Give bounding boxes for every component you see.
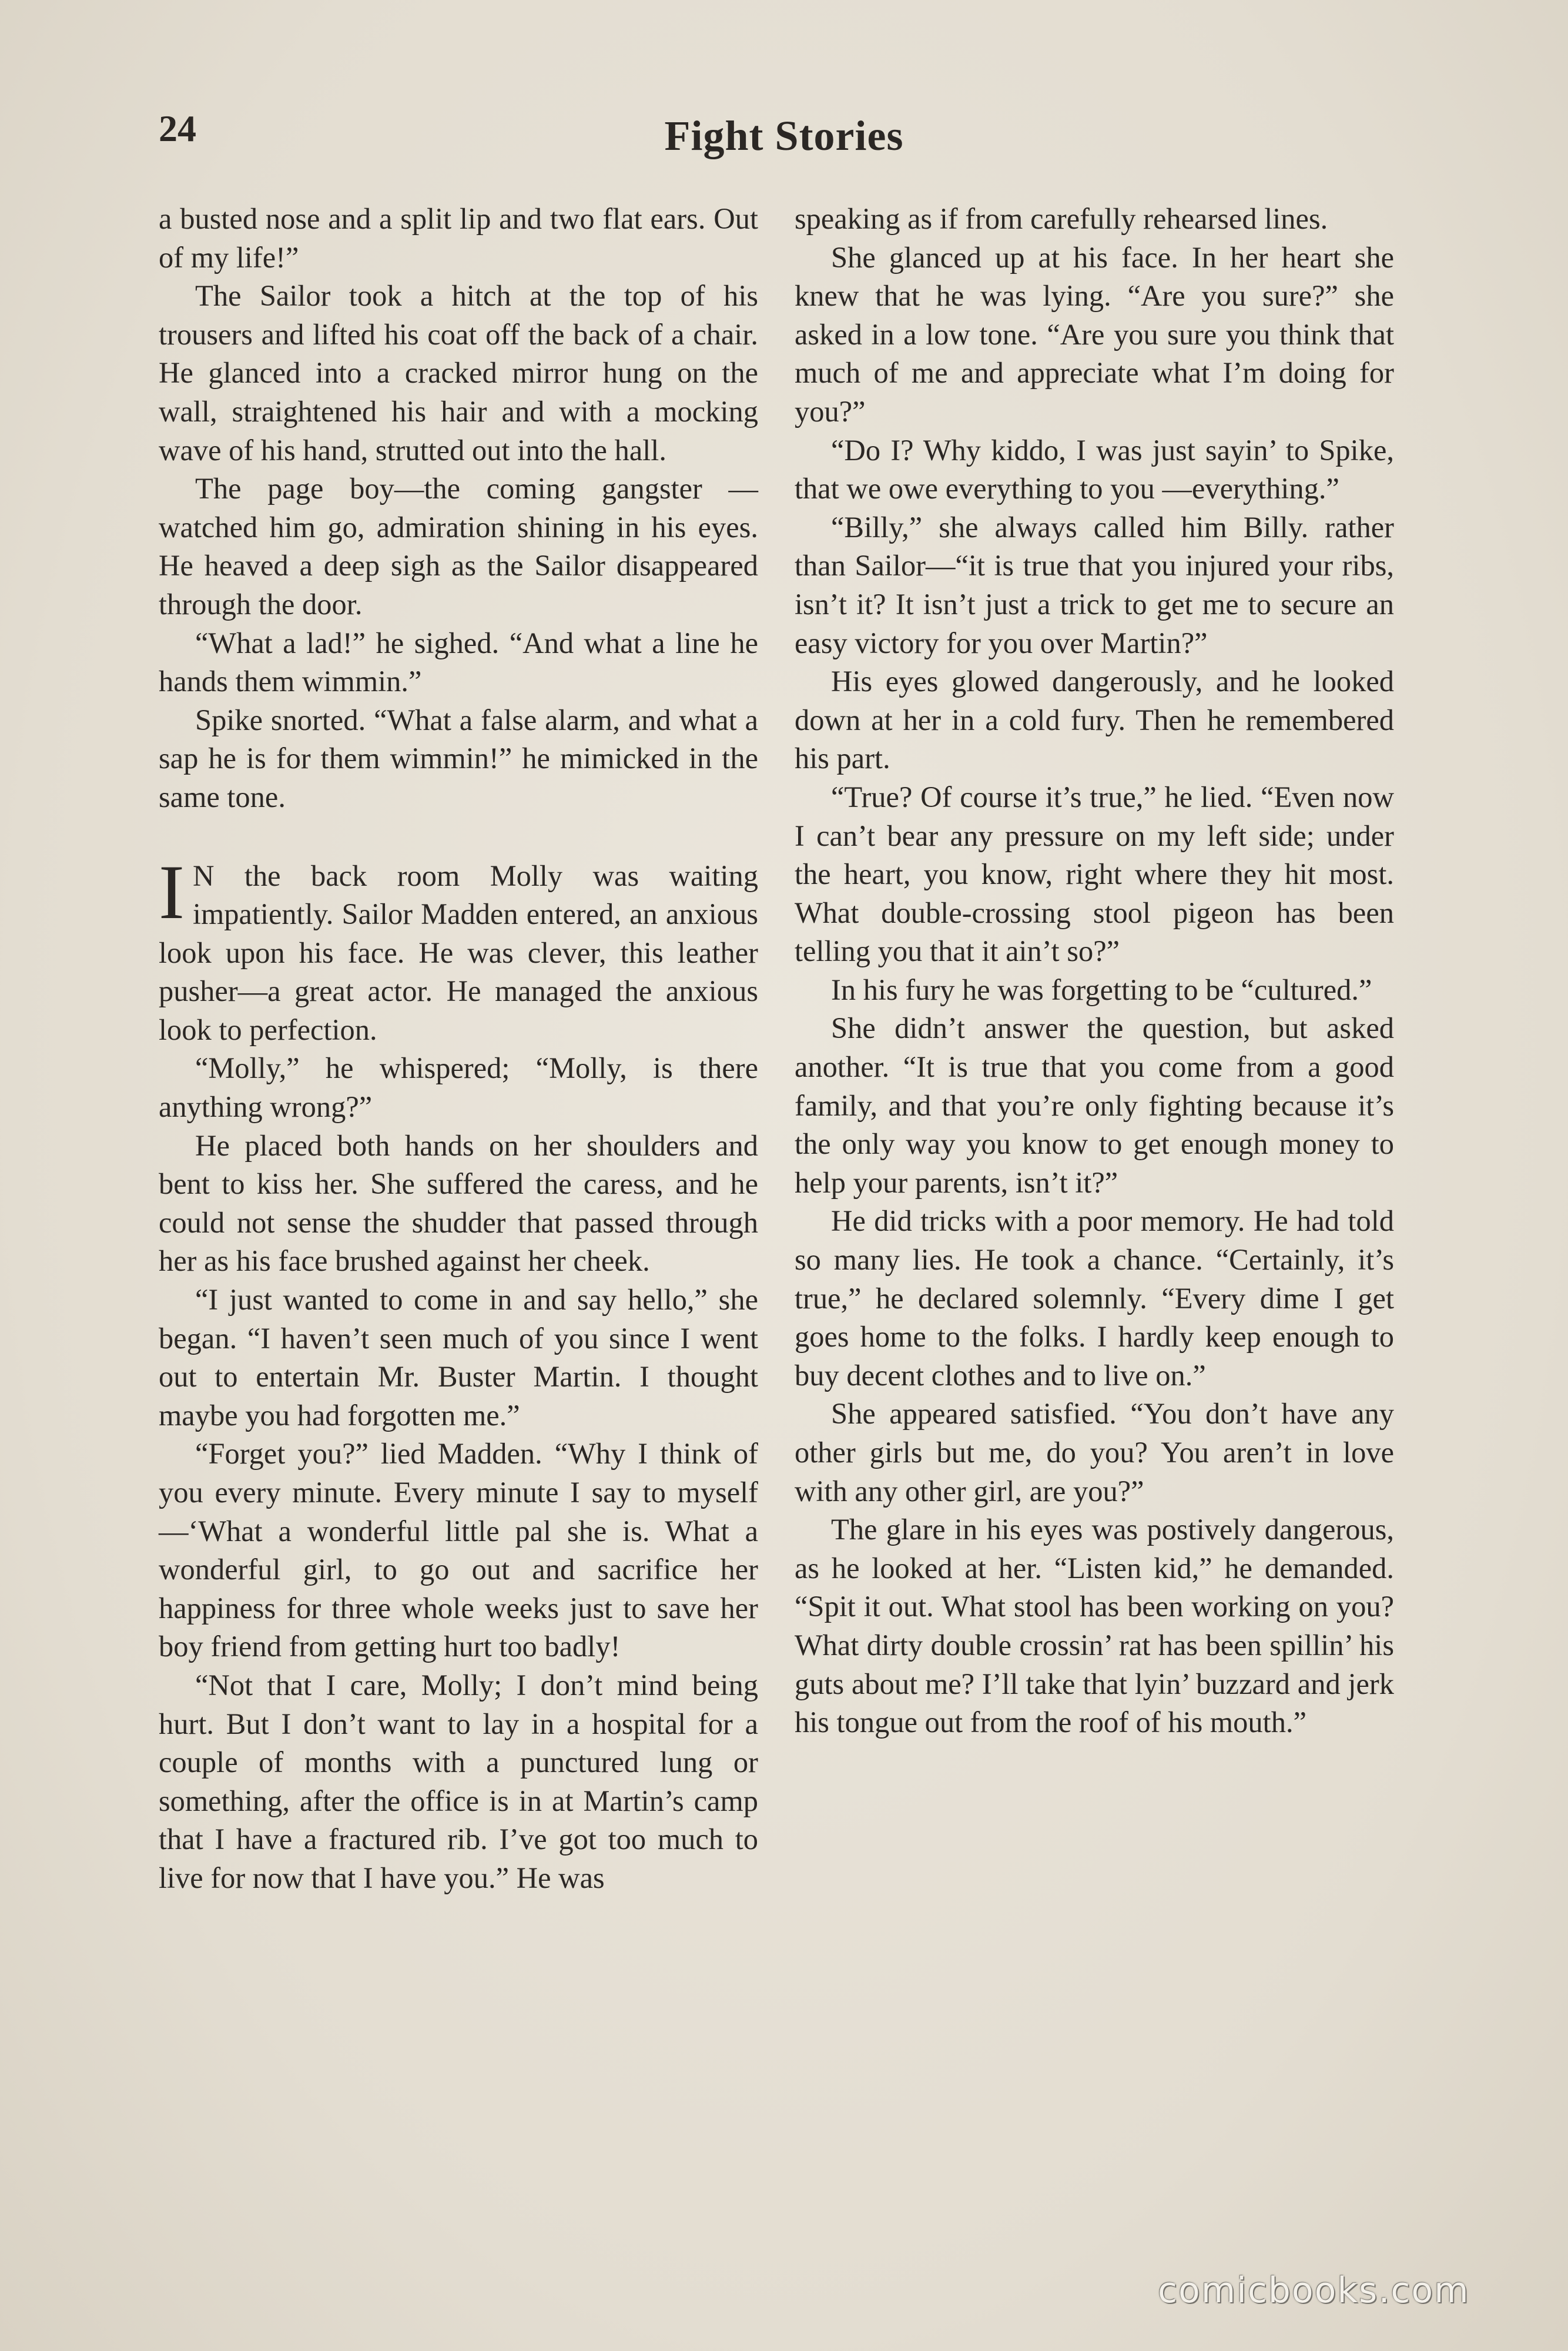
paragraph: In his fury he was forgetting to be “cultured.”	[831, 973, 1372, 1006]
paragraph: The glare in his eyes was postively dangerous, as he looked at her. “Listen kid,” he demanded. “Spit it out. What stool has been working on you? What dirty double crossin’ rat has been spillin’ his guts about me? I’ll take that lyin’ buzzard and jerk his tongue out from the roof of his mouth.”	[795, 1513, 1394, 1739]
running-title: Fight Stories	[664, 112, 904, 159]
paragraph: “Billy,” she always called him Billy. rather than Sailor—“it is true that you injured your ribs, isn’t it? It isn’t just a trick to get me to secure an easy victory for you over Martin?”	[795, 510, 1394, 659]
paragraph: She didn’t answer the question, but asked another. “It is true that you come from a good family, and that you’re only fighting because it’s the only way you know to get enough money to help your parents, isn’t it?”	[795, 1012, 1394, 1199]
paragraph: Spike snorted. “What a false alarm, and what a sap he is for them wimmin!” he mimicked in the same tone.	[159, 703, 758, 813]
paragraph: The Sailor took a hitch at the top of his trousers and lifted his coat off the back of a chair. He glanced into a cracked mirror hung on the wall, straightened his hair and with a mocking wave of his hand, strutted out into the hall.	[159, 279, 758, 467]
paragraph: speaking as if from carefully rehearsed lines.	[795, 202, 1328, 235]
right-column	[795, 200, 1394, 1742]
paragraph: a busted nose and a split lip and two flat ears. Out of my life!”	[159, 202, 758, 274]
paragraph: He did tricks with a poor memory. He had told so many lies. He took a chance. “Certainly, it’s true,” he declared solemnly. “Every dime I get goes home to the folks. I hardly keep enough to buy decent clothes and to live on.”	[795, 1204, 1394, 1392]
paragraph: “What a lad!” he sighed. “And what a line he hands them wimmin.”	[159, 626, 758, 698]
paragraph: “Forget you?” lied Madden. “Why I think of you every minute. Every minute I say to myself—‘What a wonderful little pal she is. What a wonderful girl, to go out and sacrifice her happiness for three whole weeks just to save her boy friend from getting hurt too badly!	[159, 1437, 758, 1663]
left-column	[159, 200, 758, 1898]
paragraph: His eyes glowed dangerously, and he looked down at her in a cold fury. Then he remembered his part.	[795, 665, 1394, 775]
paragraph: “I just wanted to come in and say hello,” she began. “I haven’t seen much of you since I went out to entertain Mr. Buster Martin. I thought maybe you had forgotten me.”	[159, 1283, 758, 1432]
paragraph: She appeared satisfied. “You don’t have any other girls but me, do you? You aren’t in love with any other girl, are you?”	[795, 1397, 1394, 1508]
watermark-logo: comicbooks.com	[1158, 2270, 1470, 2311]
section-start-text: N the back room Molly was waiting impatiently. Sailor Madden entered, an anxious look upon his face. He was clever, this leather pusher—a great actor. He managed the anxious look to perfection.	[159, 859, 758, 1046]
paragraph: “Not that I care, Molly; I don’t mind being hurt. But I don’t want to lay in a hospital for a couple of months with a punctured lung or something, after the office is in at Martin’s camp that I have a fractured rib. I’ve got too much to live for now that I have you.” He was	[159, 1668, 758, 1894]
paragraph: She glanced up at his face. In her heart she knew that he was lying. “Are you sure?” she asked in a low tone. “Are you sure you think that much of me and appreciate what I’m doing for you?”	[795, 240, 1394, 428]
paragraph: “True? Of course it’s true,” he lied. “Even now I can’t bear any pressure on my left side; under the heart, you know, right where they hit most. What double-crossing stool pigeon has been telling you that it ain’t so?”	[795, 780, 1394, 968]
paragraph: “Molly,” he whispered; “Molly, is there anything wrong?”	[159, 1051, 758, 1124]
section-start-paragraph	[159, 848, 758, 1050]
page-number: 24	[159, 108, 196, 149]
paragraph: “Do I? Why kiddo, I was just sayin’ to Spike, that we owe everything to you —everything.”	[795, 433, 1394, 505]
drop-cap: I	[159, 848, 185, 935]
paragraph: The page boy—the coming gangster —watched him go, admiration shining in his eyes. He heaved a deep sigh as the Sailor disappeared through the door.	[159, 472, 758, 621]
paragraph: He placed both hands on her shoulders and bent to kiss her. She suffered the caress, and he could not sense the shudder that passed through her as his face brushed against her cheek.	[159, 1128, 758, 1278]
